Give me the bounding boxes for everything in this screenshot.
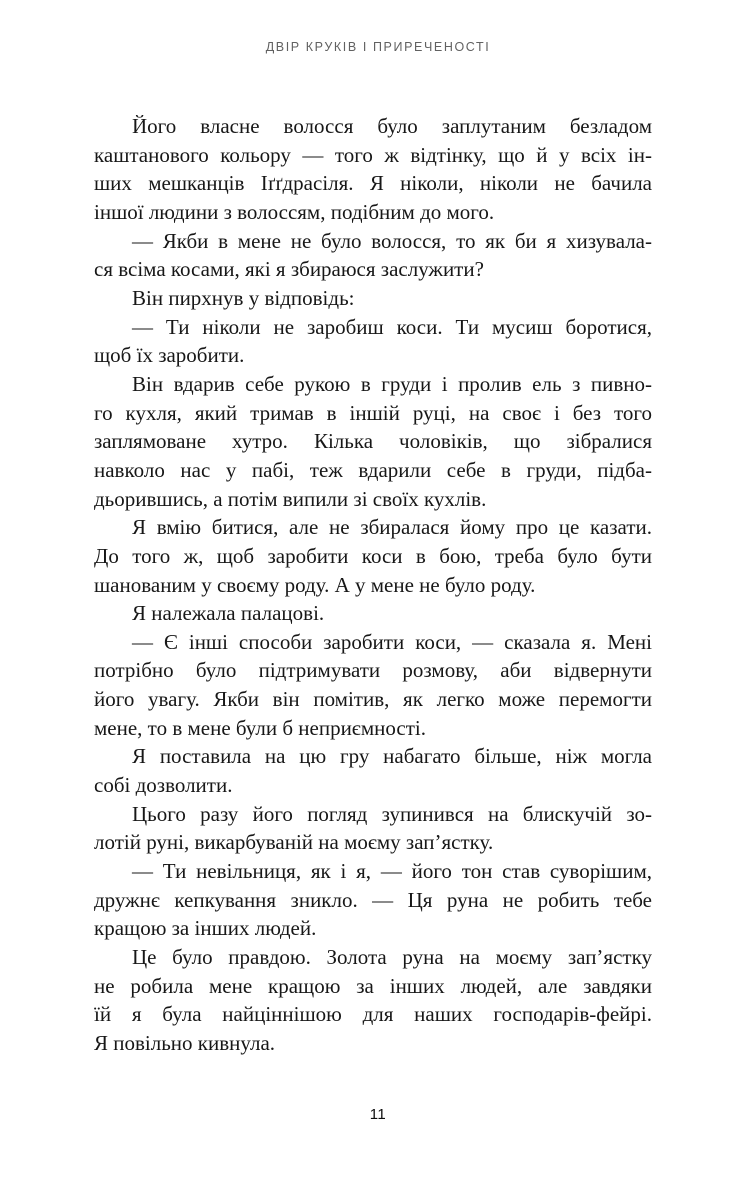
text-line: — Є інші способи заробити коси, — сказала я. Мені bbox=[132, 629, 652, 654]
text-line: Цього разу його погляд зупинився на блискучій зо- bbox=[132, 801, 652, 826]
text-line: До того ж, щоб заробити коси в бою, треба було бути bbox=[94, 543, 652, 568]
text-line: не робила мене кращою за інших людей, але завдяки bbox=[94, 973, 652, 998]
text-line: собі дозволити. bbox=[94, 773, 233, 798]
text-line: дружнє кепкування зникло. — Ця руна не робить тебе bbox=[94, 887, 652, 912]
text-line: Я вмію битися, але не збиралася йому про це казати. bbox=[132, 515, 652, 540]
text-line: ших мешканців Іґґдрасіля. Я ніколи, ніколи не бачила bbox=[94, 171, 652, 196]
text-line: навколо нас у пабі, теж вдарили себе в груди, підба- bbox=[94, 457, 652, 482]
text-line: — Ти ніколи не заробиш коси. Ти мусиш боротися, bbox=[132, 314, 652, 339]
text-line: їй я була найціннішою для наших господарів-фейрі. bbox=[94, 1002, 652, 1027]
text-line: каштанового кольору — того ж відтінку, що й у всіх ін- bbox=[94, 142, 652, 167]
text-line: Його власне волосся було заплутаним безладом bbox=[132, 114, 652, 138]
text-line: — Ти невільниця, як і я, — його тон став суворішим, bbox=[132, 859, 652, 884]
paragraph bbox=[94, 112, 652, 227]
text-line: заплямоване хутро. Кілька чоловіків, що зібралися bbox=[94, 429, 652, 454]
paragraph bbox=[94, 313, 652, 370]
text-line: — Якби в мене не було волосся, то як би я хизувала- bbox=[132, 228, 652, 253]
page-body bbox=[94, 112, 652, 1058]
text-line: ся всіма косами, які я збираюся заслужити? bbox=[94, 257, 484, 282]
text-line: іншої людини з волоссям, подібним до мого. bbox=[94, 199, 495, 224]
text-line: Я поставила на цю гру набагато більше, ніж могла bbox=[132, 744, 652, 769]
paragraph bbox=[94, 943, 652, 1058]
paragraph bbox=[94, 370, 652, 513]
text-line: дьорившись, а потім випили зі своїх кухлів. bbox=[94, 486, 487, 511]
text-line: потрібно було підтримувати розмову, аби відвернути bbox=[94, 658, 652, 683]
text-line: мене, то в мене були б неприємності. bbox=[94, 715, 426, 740]
text-line: кращою за інших людей. bbox=[94, 916, 317, 941]
paragraph bbox=[94, 800, 652, 857]
running-header: ДВІР КРУКІВ І ПРИРЕЧЕНОСТІ bbox=[265, 40, 491, 54]
paragraph bbox=[94, 227, 652, 284]
text-line: Я належала палацові. bbox=[132, 601, 325, 626]
text-line: лотій руні, викарбуваній на моєму зап’ястку. bbox=[94, 830, 494, 855]
text-line: го кухля, який тримав в іншій руці, на своє і без того bbox=[94, 400, 652, 425]
paragraph bbox=[94, 599, 652, 628]
text-line: Він пирхнув у відповідь: bbox=[132, 285, 355, 310]
page-number: 11 bbox=[369, 1106, 387, 1123]
text-line: шанованим у своєму роду. А у мене не було роду. bbox=[94, 572, 536, 597]
text-line: його увагу. Якби він помітив, як легко може перемогти bbox=[94, 687, 652, 712]
paragraph bbox=[94, 742, 652, 799]
text-line: Це було правдою. Золота руна на моєму зап’ястку bbox=[132, 945, 652, 970]
text-line: щоб їх заробити. bbox=[94, 343, 245, 368]
text-line: Я повільно кивнула. bbox=[94, 1031, 276, 1055]
text-line: Він вдарив себе рукою в груди і пролив ель з пивно- bbox=[132, 371, 652, 396]
paragraph bbox=[94, 284, 652, 313]
paragraph bbox=[94, 513, 652, 599]
paragraph bbox=[94, 628, 652, 743]
paragraph bbox=[94, 857, 652, 943]
